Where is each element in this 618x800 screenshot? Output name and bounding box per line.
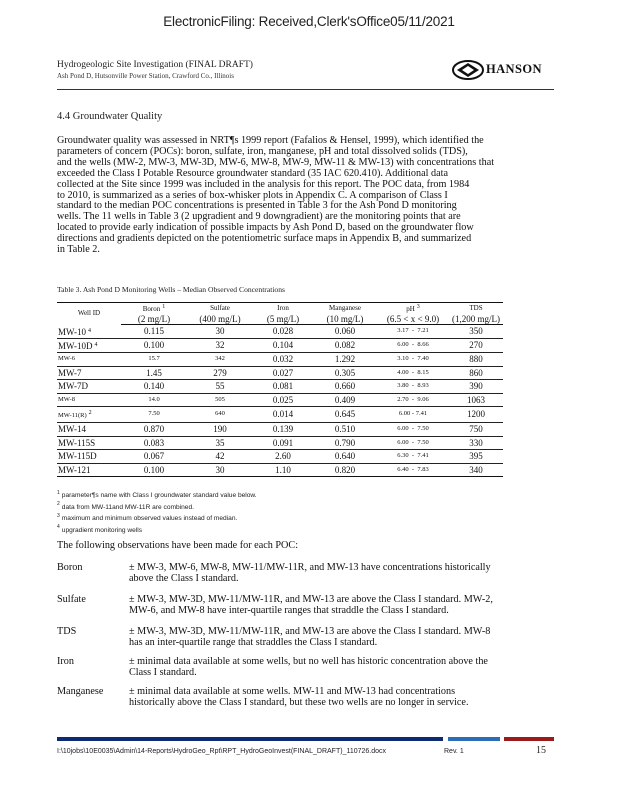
table-row — [57, 325, 503, 339]
table-cell: 270 — [449, 338, 503, 352]
observations-intro: The following observations have been made for each POC: — [57, 540, 299, 551]
table-cell: 0.409 — [313, 393, 377, 406]
table-cell: 505 — [187, 393, 253, 406]
observation-tds — [57, 626, 552, 648]
column-name: Boron — [142, 305, 161, 313]
table-cell: 750 — [449, 423, 503, 436]
filing-stamp: ElectronicFiling: Received,Clerk'sOffice05/11/2021 — [163, 14, 455, 29]
table-cell: 0.510 — [313, 423, 377, 436]
table-cell: 6.00 - 7.41 — [377, 406, 449, 422]
intro-line: wells. The 11 wells in Table 3 (2 upgradient and 9 downgradient) are the monitoring points that are — [57, 211, 461, 223]
table-cell: 6.40 - 7.83 — [377, 463, 449, 476]
table-cell: 0.115 — [121, 325, 187, 339]
observation-line: historically above the Class I standard, but these two wells are no longer in service. — [129, 697, 469, 708]
table-row — [57, 380, 503, 393]
hanson-logo — [452, 58, 548, 82]
table-cell: 30 — [187, 463, 253, 476]
column-standard: (2 mg/L) — [121, 314, 187, 325]
intro-line: exceeded the Class I Potable Resource groundwater standard (35 IAC 620.410). Additional data — [57, 167, 448, 179]
observation-line: MW-6, and MW-8 have inter-quartile ranges that straddle the Class I standard. — [129, 605, 449, 616]
table-cell: 0.140 — [121, 380, 187, 393]
table-cell: 6.00 - 7.50 — [377, 436, 449, 449]
observation-text — [129, 562, 554, 584]
footnote-mark: 4 — [88, 327, 91, 334]
table-cell: 6.00 - 8.66 — [377, 338, 449, 352]
table-row — [57, 366, 503, 379]
well-id-text: MW-8 — [58, 395, 75, 403]
report-title: Hydrogeologic Site Investigation (FINAL DRAFT) — [57, 60, 253, 70]
table-cell: 1200 — [449, 406, 503, 422]
table-row — [57, 406, 503, 422]
column-header — [313, 303, 377, 315]
table-row — [57, 436, 503, 449]
table-row — [57, 353, 503, 366]
intro-line: collected at the Site since 1999 was included in the analysis for this report. The POC data, from 1984 — [57, 178, 470, 190]
table-cell: 0.082 — [313, 338, 377, 352]
table-cell: 3.80 - 8.93 — [377, 380, 449, 393]
well-id-text: MW-7D — [58, 381, 88, 392]
table-cell: 0.139 — [253, 423, 313, 436]
table-cell: 4.00 - 8.15 — [377, 366, 449, 379]
note-mark: 4 — [57, 524, 60, 531]
table-cell: 3.17 - 7.21 — [377, 325, 449, 339]
observation-text — [129, 626, 554, 648]
intro-line: in Table 2. — [57, 244, 100, 256]
well-id — [57, 325, 121, 339]
table-cell: 350 — [449, 325, 503, 339]
table-cell: 0.645 — [313, 406, 377, 422]
report-subtitle: Ash Pond D, Hutsonville Power Station, Crawford Co., Illinois — [57, 72, 234, 80]
table-cell: 35 — [187, 436, 253, 449]
note-mark: 2 — [57, 501, 60, 508]
well-id — [57, 406, 121, 422]
observation-line: ± minimal data available at some wells, but no well has historic concentration above the — [129, 656, 488, 667]
column-name: Sulfate — [210, 304, 230, 312]
note-mark: 3 — [57, 512, 60, 519]
observation-term: Iron — [57, 656, 74, 667]
table-cell: 0.014 — [253, 406, 313, 422]
column-standard: (1,200 mg/L) — [449, 314, 503, 325]
well-id — [57, 353, 121, 366]
table-cell: 880 — [449, 353, 503, 366]
table-cell: 0.060 — [313, 325, 377, 339]
observation-term: TDS — [57, 626, 77, 637]
table-note — [57, 523, 257, 534]
intro-line: and the wells (MW-2, MW-3, MW-3D, MW-6, MW-8, MW-9, MW-11 & MW-13) with concentrations that — [57, 156, 495, 168]
observation-iron — [57, 656, 552, 678]
table-cell: 0.091 — [253, 436, 313, 449]
observation-line: ± minimal data available at some wells. MW-11 and MW-13 had concentrations — [129, 686, 456, 697]
page-number: 15 — [536, 745, 546, 756]
observation-line: ± MW-3, MW-3D, MW-11/MW-11R, and MW-13 are above the Class I standard. MW-8 — [129, 626, 491, 637]
note-text: data from MW-11and MW-11R are combined. — [61, 503, 194, 511]
section-title: 4.4 Groundwater Quality — [57, 111, 163, 122]
table-cell: 1.10 — [253, 463, 313, 476]
table-cell: 0.790 — [313, 436, 377, 449]
table-cell: 0.028 — [253, 325, 313, 339]
observation-boron — [57, 562, 552, 584]
column-header-well: Well ID — [57, 303, 121, 325]
observation-term: Manganese — [57, 686, 104, 697]
well-id-text: MW-11(R) — [58, 411, 87, 419]
table-notes — [57, 489, 257, 535]
note-text: parameter¶s name with Class I groundwater standard value below. — [61, 492, 257, 500]
column-name: Manganese — [329, 304, 361, 312]
table-cell: 14.0 — [121, 393, 187, 406]
footer-bar-navy — [57, 737, 443, 741]
observation-line: above the Class I standard. — [129, 573, 239, 584]
observation-text — [129, 656, 554, 678]
observation-term: Sulfate — [57, 594, 86, 605]
logo-text: HANSON — [486, 62, 542, 76]
observation-manganese — [57, 686, 552, 708]
table-cell: 6.00 - 7.50 — [377, 423, 449, 436]
table-cell: 860 — [449, 366, 503, 379]
intro-line: parameters of concern (POCs): boron, sulfate, iron, manganese, pH and total dissolved solids (TDS), — [57, 145, 468, 157]
footer-revision: Rev. 1 — [444, 748, 464, 755]
concentrations-table — [57, 302, 503, 477]
column-standard: (6.5 < x < 9.0) — [377, 314, 449, 325]
table-cell: 342 — [187, 353, 253, 366]
note-text: upgradient monitoring wells — [61, 526, 143, 534]
well-id — [57, 366, 121, 379]
table-cell: 32 — [187, 338, 253, 352]
table-cell: 6.30 - 7.41 — [377, 450, 449, 463]
intro-line: to 2010, is summarized as a series of box-whisker plots in Appendix C. A comparison of Class I — [57, 189, 448, 201]
observation-term: Boron — [57, 562, 83, 573]
table-cell: 0.081 — [253, 380, 313, 393]
note-mark: 1 — [57, 490, 60, 496]
table-cell: 2.70 - 9.06 — [377, 393, 449, 406]
observation-text — [129, 686, 554, 708]
well-id — [57, 338, 121, 352]
observation-sulfate — [57, 594, 552, 616]
table-cell: 0.025 — [253, 393, 313, 406]
table-cell: 0.032 — [253, 353, 313, 366]
intro-line: located to provide early indication of possible impacts by Ash Pond D, based on the groundwater flow — [57, 222, 474, 234]
table-cell: 55 — [187, 380, 253, 393]
well-id — [57, 463, 121, 476]
column-name: pH — [406, 305, 415, 313]
table-cell: 0.027 — [253, 366, 313, 379]
intro-line: standard to the median POC concentrations is presented in Table 3 for the Ash Pond D monitoring — [57, 200, 457, 212]
table-cell: 30 — [187, 325, 253, 339]
column-header — [377, 303, 449, 315]
table-note — [57, 489, 257, 500]
intro-line: directions and gradients depicted on the potentiometric surface maps in Appendix B, and summarized — [57, 233, 472, 245]
table-row — [57, 393, 503, 406]
observation-line: Class I standard. — [129, 667, 197, 678]
table-cell: 42 — [187, 450, 253, 463]
table-cell: 0.067 — [121, 450, 187, 463]
table-cell: 0.100 — [121, 338, 187, 352]
table-cell: 0.104 — [253, 338, 313, 352]
well-id — [57, 380, 121, 393]
footnote-mark: 3 — [416, 304, 420, 310]
table-cell: 0.305 — [313, 366, 377, 379]
footnote-mark: 2 — [88, 409, 92, 416]
table-cell: 279 — [187, 366, 253, 379]
note-text: maximum and minimum observed values instead of median. — [61, 515, 238, 523]
table-row — [57, 338, 503, 352]
table-cell: 7.50 — [121, 406, 187, 422]
footnote-mark: 1 — [162, 304, 166, 310]
intro-line: Groundwater quality was assessed in NRT¶s 1999 report (Fafalios & Hensel, 1999), which identified the — [57, 135, 484, 146]
column-standard: (10 mg/L) — [313, 314, 377, 325]
table-note — [57, 512, 257, 523]
column-header — [449, 303, 503, 315]
table-cell: 15.7 — [121, 353, 187, 366]
table-row — [57, 463, 503, 476]
table-cell: 2.60 — [253, 450, 313, 463]
well-id-text: MW-7 — [58, 367, 82, 378]
well-id-text: MW-115D — [58, 451, 97, 462]
well-id — [57, 436, 121, 449]
table-cell: 390 — [449, 380, 503, 393]
well-id-text: MW-115S — [58, 437, 96, 448]
column-name: TDS — [469, 304, 483, 312]
table-cell: 0.100 — [121, 463, 187, 476]
table-cell: 1063 — [449, 393, 503, 406]
hanson-logo-icon — [452, 58, 486, 82]
column-standard: (400 mg/L) — [187, 314, 253, 325]
table-cell: 395 — [449, 450, 503, 463]
observation-line: ± MW-3, MW-6, MW-8, MW-11/MW-11R, and MW-13 have concentrations historically — [129, 562, 491, 573]
well-id — [57, 423, 121, 436]
observation-line: has an inter-quartile range that straddles the Class I standard. — [129, 637, 378, 648]
table-caption: Table 3. Ash Pond D Monitoring Wells – Median Observed Concentrations — [57, 285, 285, 294]
table-row — [57, 423, 503, 436]
table-cell: 330 — [449, 436, 503, 449]
well-id — [57, 450, 121, 463]
table-cell: 0.870 — [121, 423, 187, 436]
well-id — [57, 393, 121, 406]
well-id-text: MW-14 — [58, 424, 86, 435]
well-id-text: MW-10D — [58, 340, 93, 351]
footnote-mark: 4 — [94, 341, 98, 348]
column-header — [121, 303, 187, 315]
well-id-text: MW-121 — [58, 464, 91, 475]
observation-line: ± MW-3, MW-3D, MW-11/MW-11R, and MW-13 are above the Class I standard. MW-2, — [129, 594, 493, 605]
table-cell: 1.45 — [121, 366, 187, 379]
footer-file-path: I:\10jobs\10E0035\Admin\14-Reports\HydroGeo_Rpt\RPT_HydroGeoInvest(FINAL_DRAFT)_110726.docx — [57, 748, 387, 755]
intro-paragraph — [57, 136, 547, 256]
table-cell: 0.820 — [313, 463, 377, 476]
table-row — [57, 450, 503, 463]
table-cell: 190 — [187, 423, 253, 436]
column-header — [187, 303, 253, 315]
well-id-text: MW-6 — [58, 355, 75, 363]
table-cell: 0.660 — [313, 380, 377, 393]
table-cell: 1.292 — [313, 353, 377, 366]
table-cell: 640 — [187, 406, 253, 422]
table-cell: 0.083 — [121, 436, 187, 449]
well-id-text: MW-10 — [58, 326, 86, 337]
table-cell: 3.10 - 7.40 — [377, 353, 449, 366]
table-note — [57, 500, 257, 511]
column-standard: (5 mg/L) — [253, 314, 313, 325]
observation-text — [129, 594, 554, 616]
column-name: Iron — [277, 304, 289, 312]
header-rule — [57, 89, 554, 90]
footer-bar-blue — [448, 737, 500, 741]
table-cell: 0.640 — [313, 450, 377, 463]
column-header — [253, 303, 313, 315]
footer-bar-red — [504, 737, 554, 741]
table-cell: 340 — [449, 463, 503, 476]
